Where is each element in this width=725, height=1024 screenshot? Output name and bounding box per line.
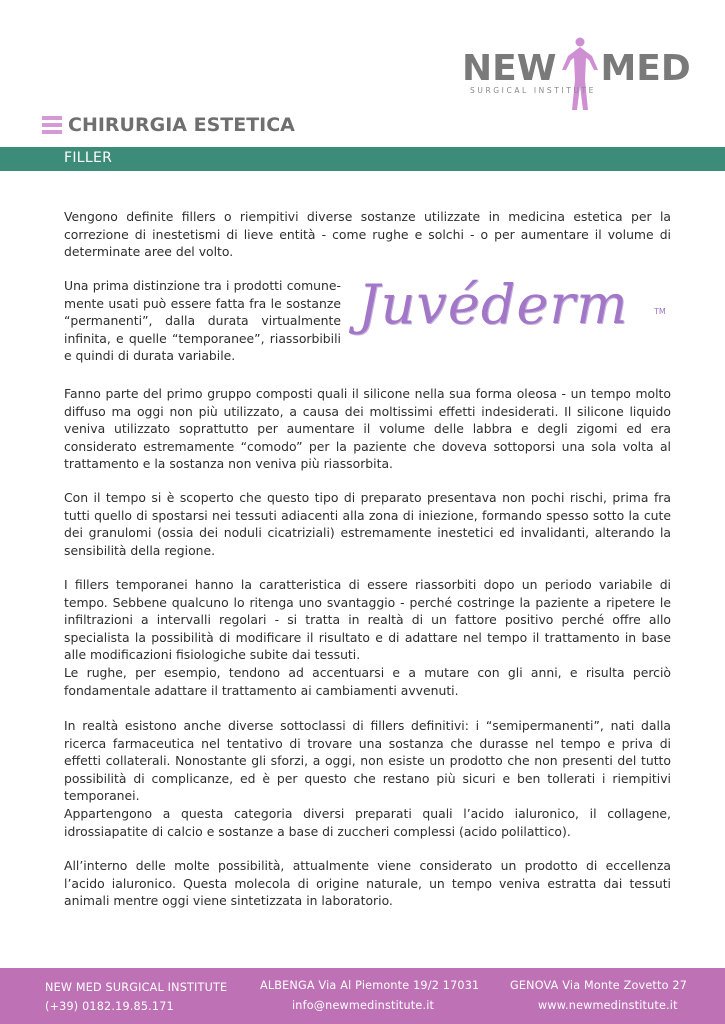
brand-wordmark: Juvéderm xyxy=(358,273,629,336)
footer-genova xyxy=(510,979,687,992)
paragraph-subclasses: In realtà esistono anche diverse sottoclassi di fillers definitivi: i “semipermanenti”, nati dalla ricerca farmaceutica nel tentativo di trovare una sostanza che durasse nel tempo e priva di effetti collaterali. Nonostante gli sforzi, a oggi, non esiste un prodotto che non presenti del tutto possibilità di complicanze, ed è per questo che restano più sicuri e ben tollerati i riempitivi temporanei. xyxy=(64,718,671,804)
paragraph-temporary-a: I fillers temporanei hanno la caratteristica di essere riassorbiti dopo un periodo variabile di tempo. Sebbene qualcuno lo ritenga uno svantaggio - perché costringe la paziente a ripetere le infiltrazioni a intervalli regolari - si tratta in realtà di un fattore positivo perché offre allo specialista la possibilità di modificare il risultato e di adattare nel tempo il trattamento in base alle modificazioni fisiologiche subite dai tessuti. xyxy=(64,577,671,663)
title-bars-icon xyxy=(42,116,62,134)
newmed-logo xyxy=(462,36,690,112)
juvederm-brand-image xyxy=(358,273,668,353)
footer-albenga-address: Via Al Piemonte 19/2 17031 xyxy=(318,979,480,992)
logo-subtitle: SURGICAL INSTITUTE xyxy=(470,86,596,95)
paragraph-temporary-b: Le rughe, per esempio, tendono ad accentuarsi e a mutare con gli anni, e risulta perciò fondamentale adattare il trattamento ai cambiamenti avvenuti. xyxy=(64,664,671,698)
footer-genova-city: GENOVA xyxy=(510,979,559,992)
footer xyxy=(0,968,725,1024)
footer-email[interactable]: info@newmedinstitute.it xyxy=(292,999,435,1012)
footer-albenga-city: ALBENGA xyxy=(260,979,315,992)
footer-albenga xyxy=(260,979,479,992)
paragraph-silicone: Fanno parte del primo gruppo composti quali il silicone nella sua forma oleosa - un tempo molto diffuso ma oggi non più utilizzato, a causa dei moltissimi effetti indesiderati. Il silicone liquido veniva utilizzato soprattutto per aumentare il volume delle labbra e degli zigomi ed era considerato estremamente “comodo” per la paziente che doveva sottoporsi una sola volta al trattamento e la sostanza non veniva più riassorbita. xyxy=(64,386,671,472)
footer-genova-address: Via Monte Zovetto 27 xyxy=(562,979,688,992)
paragraph-hyaluronic: All’interno delle molte possibilità, attualmente viene considerato un prodotto di eccellenza l’acido ialuronico. Questa molecola di origine naturale, un tempo veniva estratta dai tessuti animali mentre oggi viene sintetizzata in laboratorio. xyxy=(64,858,671,909)
logo-part-new: NEW xyxy=(462,48,557,89)
paragraph-category: Appartengono a questa categoria diversi preparati quali l’acido ialuronico, il collagene, idrossiapatite di calcio e sostanze a base di zuccheri complessi (acido polilattico). xyxy=(64,806,671,839)
paragraph-temporary xyxy=(64,576,671,699)
human-figure-icon xyxy=(560,36,600,112)
paragraph-risks: Con il tempo si è scoperto che questo tipo di preparato presentava non pochi rischi, prima fra tutti quello di spostarsi nei tessuti adiacenti alla zona di iniezione, formando spesso sotto la cute dei granulomi (ossia dei noduli cicatriziali) estremamente inestetici ed invalidanti, alterando la sensibilità della regione. xyxy=(64,490,671,558)
page-title: CHIRURGIA ESTETICA xyxy=(68,114,295,136)
paragraph-distinction: Una prima distinzione tra i prodotti comunemente usati può essere fatta fra le sostanze “permanenti”, dalla durata virtualmente infinita, e quelle “temporanee”, riassorbibili e quindi di durata variabile. xyxy=(64,278,341,364)
section-label: FILLER xyxy=(64,150,113,166)
footer-website[interactable]: www.newmedinstitute.it xyxy=(538,999,678,1012)
footer-phone[interactable]: (+39) 0182.19.85.171 xyxy=(45,1000,174,1013)
section-band xyxy=(0,147,725,171)
brand-trademark: TM xyxy=(654,307,666,316)
logo-part-med: MED xyxy=(600,48,691,89)
paragraph-intro: Vengono definite fillers o riempitivi diverse sostanze utilizzate in medicina estetica per la correzione di inestetismi di lieve entità - come rughe e solchi - o per aumentare il volume di determinate aree del volto. xyxy=(64,209,671,260)
footer-org: NEW MED SURGICAL INSTITUTE xyxy=(45,981,228,994)
